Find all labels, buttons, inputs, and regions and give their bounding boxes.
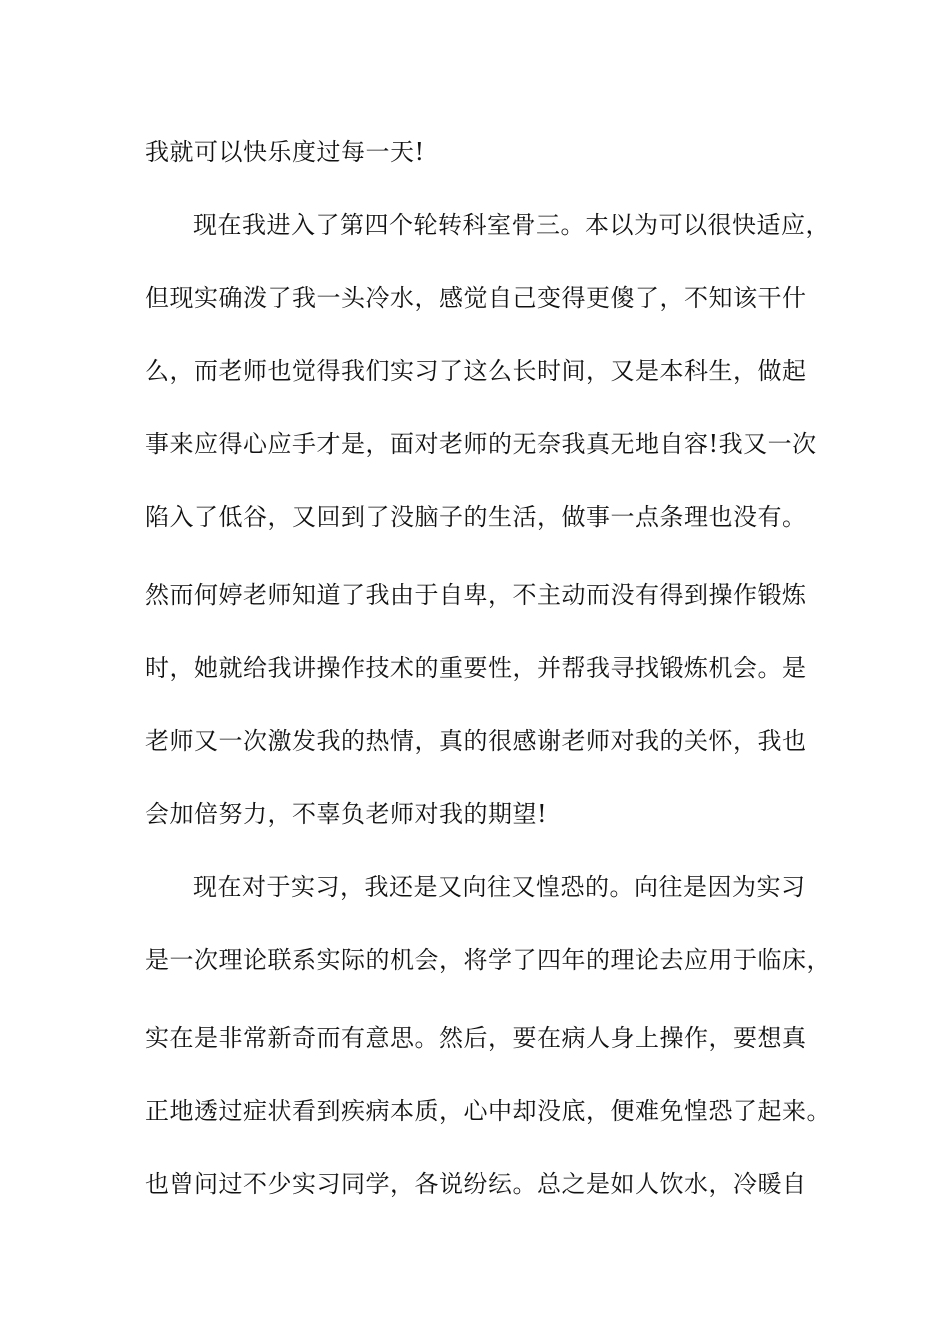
text-line-3: 但现实确泼了我一头冷水，感觉自己变得更傻了，不知该干什 bbox=[145, 284, 807, 312]
text-line-9: 老师又一次激发我的热情，真的很感谢老师对我的关怀，我也 bbox=[145, 727, 807, 755]
text-line-4: 么，而老师也觉得我们实习了这么长时间，又是本科生，做起 bbox=[145, 357, 807, 385]
text-line-5: 事来应得心应手才是，面对老师的无奈我真无地自容!我又一次 bbox=[145, 430, 817, 458]
text-line-12: 是一次理论联系实际的机会，将学了四年的理论去应用于临床， bbox=[145, 946, 831, 974]
paragraph-start-line: 现在对于实习，我还是又向往又惶恐的。向往是因为实习 bbox=[193, 873, 806, 901]
text-line-8: 时，她就给我讲操作技术的重要性，并帮我寻找锻炼机会。是 bbox=[145, 654, 807, 682]
text-line-7: 然而何婷老师知道了我由于自卑，不主动而没有得到操作锻炼 bbox=[145, 581, 807, 609]
text-line-10: 会加倍努力，不辜负老师对我的期望! bbox=[145, 800, 548, 828]
text-line-1: 我就可以快乐度过每一天! bbox=[145, 138, 425, 166]
text-line-14: 正地透过症状看到疾病本质，心中却没底，便难免惶恐了起来。 bbox=[145, 1097, 831, 1125]
paragraph-start-line: 现在我进入了第四个轮转科室骨三。本以为可以很快适应， bbox=[193, 211, 830, 239]
text-line-15: 也曾问过不少实习同学，各说纷纭。总之是如人饮水，冷暖自 bbox=[145, 1170, 807, 1198]
text-line-13: 实在是非常新奇而有意思。然后，要在病人身上操作，要想真 bbox=[145, 1024, 807, 1052]
text-line-6: 陷入了低谷，又回到了没脑子的生活，做事一点条理也没有。 bbox=[145, 503, 807, 531]
